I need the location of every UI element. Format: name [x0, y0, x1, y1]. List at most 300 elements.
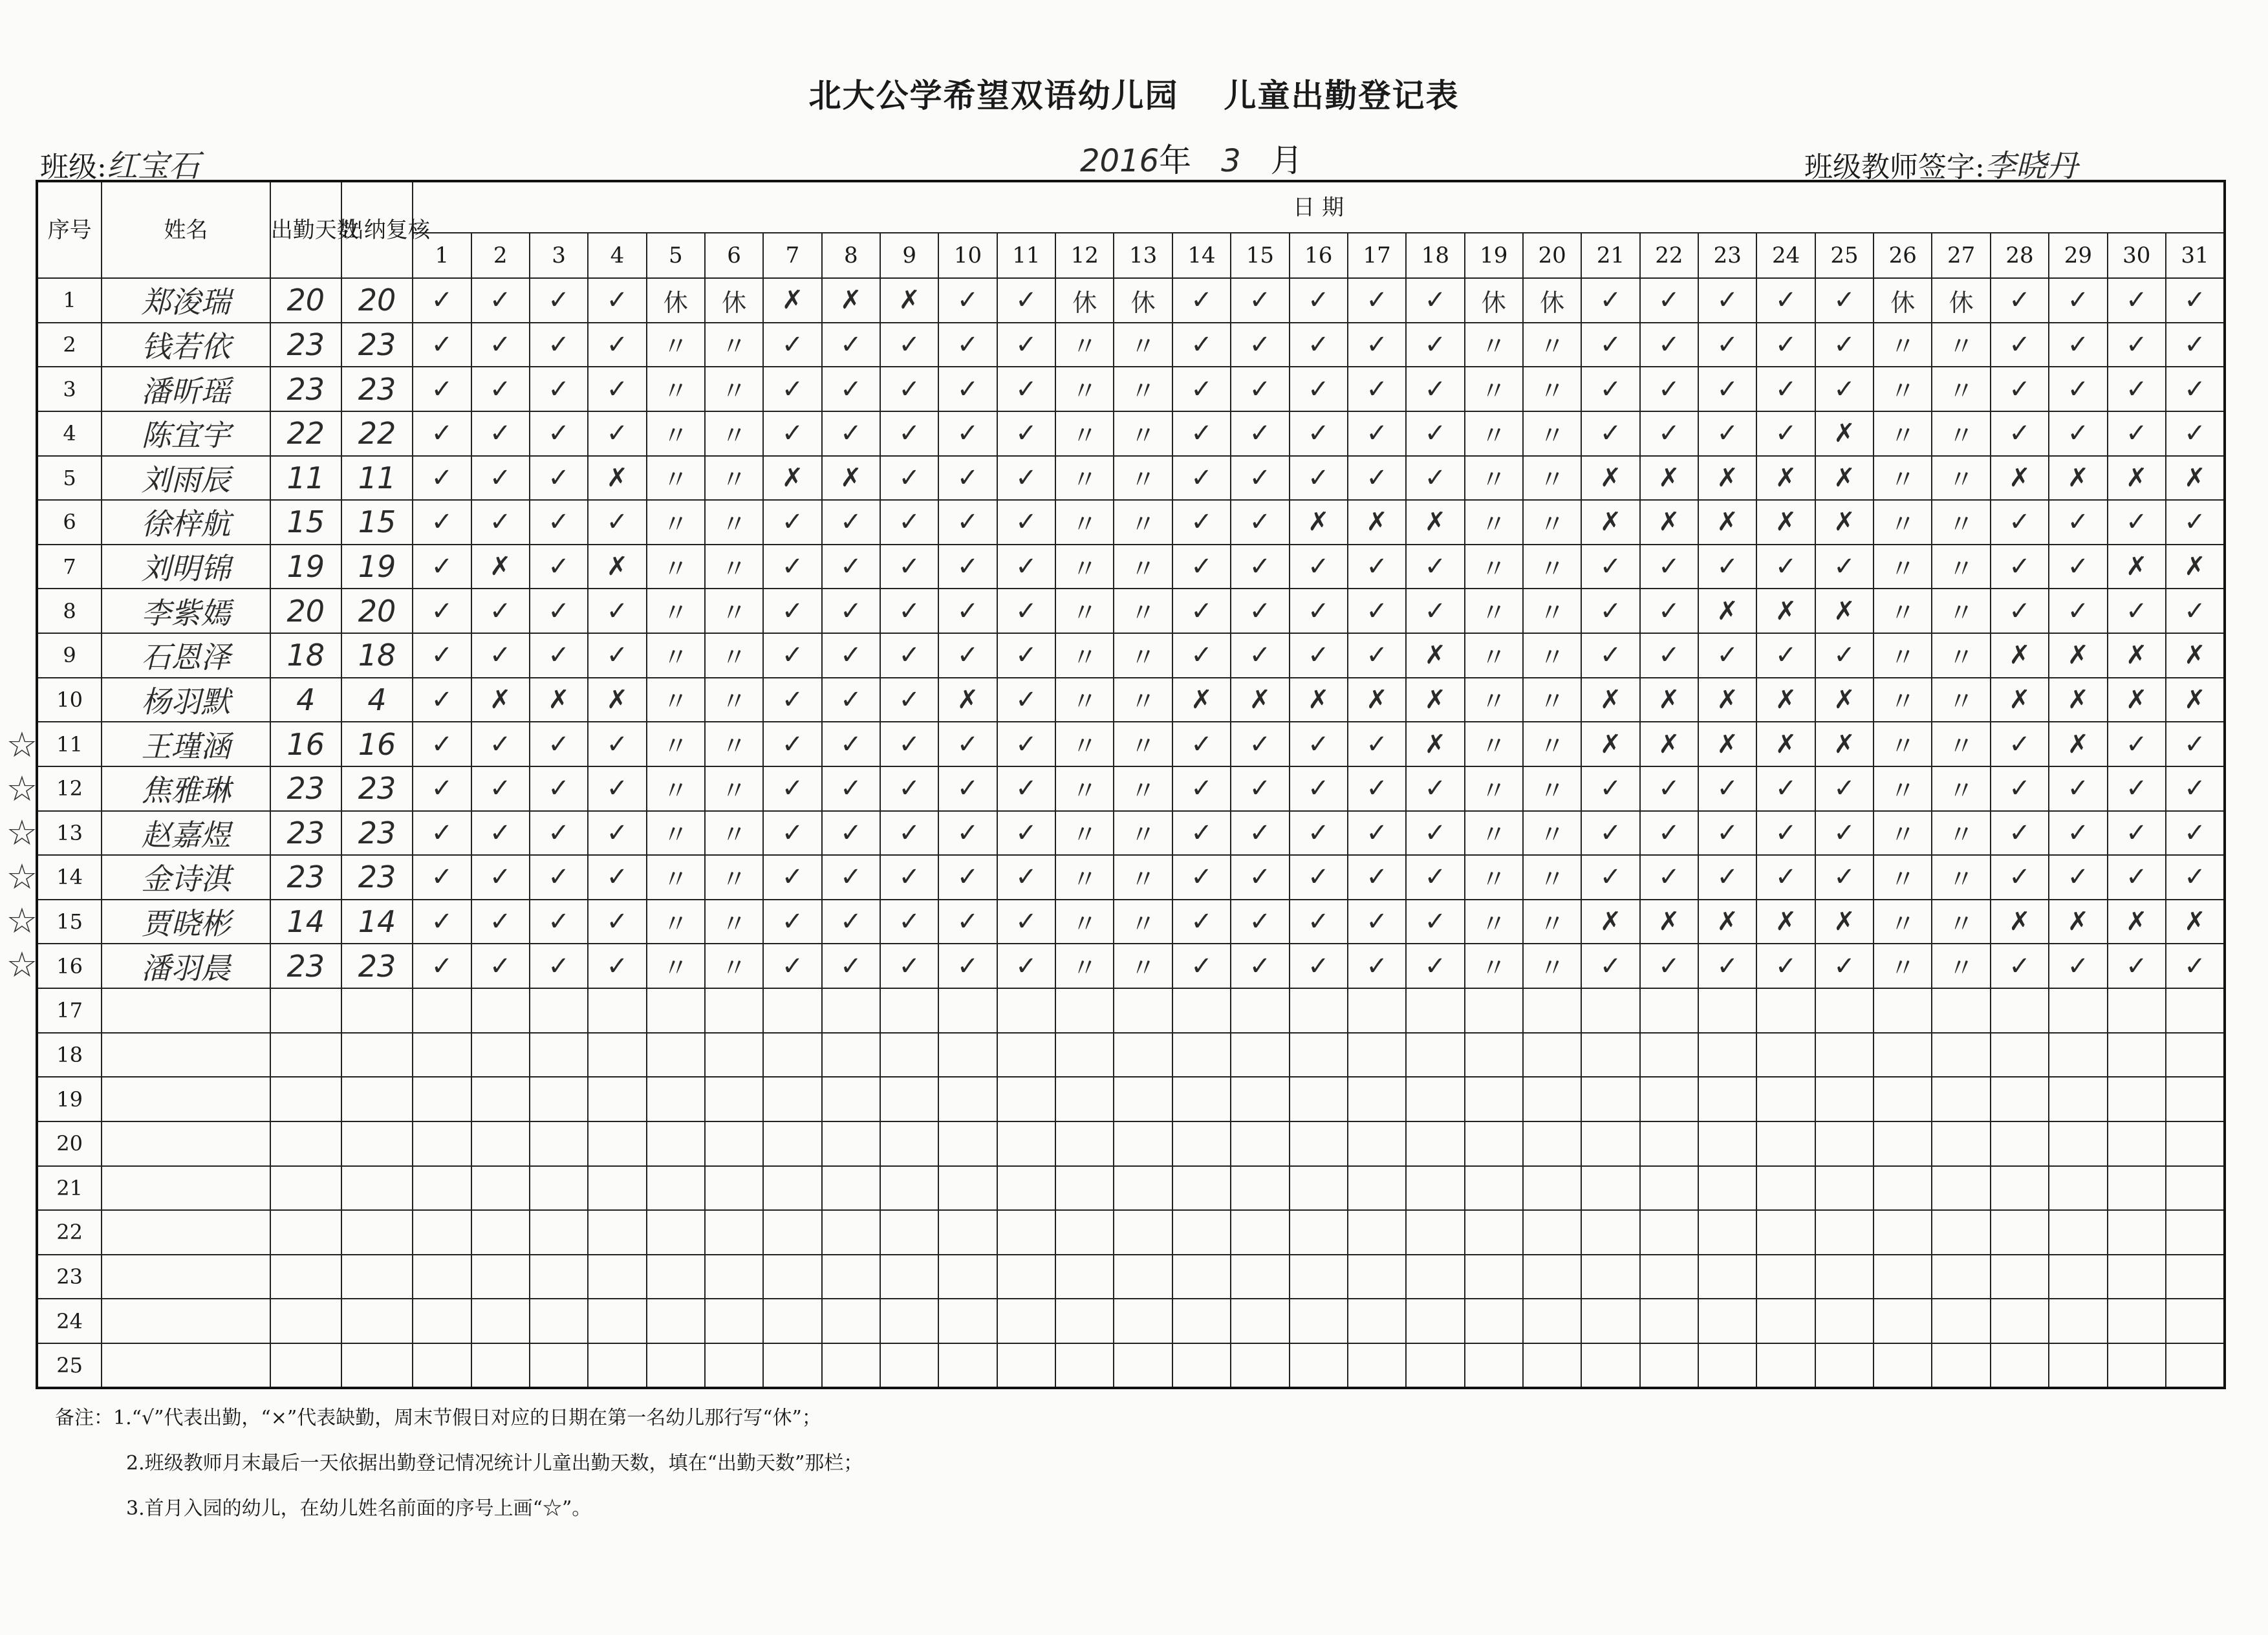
attendance-mark: ✓: [938, 545, 997, 589]
empty-cell: [1348, 1033, 1406, 1077]
student-name: 徐梓航: [102, 500, 270, 545]
attendance-mark: ✓: [1991, 323, 2049, 367]
attendance-mark: 〃: [1055, 811, 1114, 856]
empty-cell: [588, 1166, 646, 1211]
student-row: [37, 500, 2225, 545]
student-row: [37, 589, 2225, 633]
empty-cell: [1055, 1255, 1114, 1299]
attendance-mark: ✓: [763, 900, 821, 944]
empty-cell: [2166, 1210, 2225, 1255]
attendance-mark: ✗: [1756, 678, 1815, 722]
student-name: 刘明锦: [102, 545, 270, 589]
verify-days: 15: [341, 500, 413, 545]
attendance-mark: ✓: [938, 766, 997, 811]
attendance-mark: ✓: [1815, 633, 1874, 678]
empty-cell: [1991, 1255, 2049, 1299]
attendance-mark: ✓: [880, 633, 938, 678]
empty-cell: [471, 1033, 530, 1077]
attendance-mark: 〃: [705, 678, 763, 722]
attendance-mark: ✓: [1640, 633, 1698, 678]
attendance-mark: ✓: [938, 900, 997, 944]
attendance-mark: ✓: [2108, 500, 2166, 545]
empty-cell: [1815, 1299, 1874, 1343]
empty-cell: [705, 1255, 763, 1299]
empty-cell: [1290, 1210, 1348, 1255]
attendance-mark: ✓: [1756, 811, 1815, 856]
attendance-days: 16: [270, 722, 341, 766]
attendance-mark: ✓: [1756, 278, 1815, 323]
attendance-mark: 〃: [1523, 589, 1581, 633]
empty-cell: [1756, 1343, 1815, 1388]
attendance-mark: ✓: [1172, 766, 1231, 811]
empty-cell: [413, 1033, 471, 1077]
empty-cell: [1698, 1343, 1756, 1388]
attendance-mark: ✓: [997, 411, 1055, 456]
attendance-mark: ✗: [938, 678, 997, 722]
empty-row: [37, 1033, 2225, 1077]
attendance-mark: 〃: [1932, 678, 1990, 722]
attendance-mark: ✓: [880, 944, 938, 988]
empty-cell: [1698, 1077, 1756, 1121]
attendance-days: 4: [270, 678, 341, 722]
empty-cell: [647, 1077, 705, 1121]
empty-cell: [2108, 1343, 2166, 1388]
attendance-mark: ✓: [1640, 811, 1698, 856]
empty-cell: [822, 1033, 880, 1077]
empty-cell: [471, 1166, 530, 1211]
attendance-mark: ✗: [1172, 678, 1231, 722]
empty-cell: [341, 1077, 413, 1121]
empty-cell: [2049, 1121, 2107, 1166]
empty-cell: [880, 1299, 938, 1343]
attendance-mark: 〃: [1932, 944, 1990, 988]
attendance-mark: ✓: [1172, 589, 1231, 633]
attendance-mark: ✓: [1172, 545, 1231, 589]
attendance-mark: ✓: [2108, 766, 2166, 811]
attendance-mark: ✓: [1348, 944, 1406, 988]
attendance-mark: 〃: [1055, 456, 1114, 501]
empty-cell: [341, 1343, 413, 1388]
empty-cell: [1406, 1077, 1464, 1121]
empty-cell: [705, 1166, 763, 1211]
empty-cell: [341, 1255, 413, 1299]
empty-cell: [102, 988, 270, 1033]
attendance-mark: ✓: [1581, 811, 1639, 856]
attendance-mark: ✓: [938, 589, 997, 633]
attendance-mark: 〃: [705, 855, 763, 900]
attendance-mark: ✓: [1991, 367, 2049, 411]
attendance-mark: ✓: [822, 323, 880, 367]
attendance-mark: ✗: [1815, 411, 1874, 456]
empty-cell: [1698, 1255, 1756, 1299]
note-1: 备注：1.“√”代表出勤，“×”代表缺勤，周末节假日对应的日期在第一名幼儿那行写“休”；: [55, 1407, 821, 1429]
attendance-mark: 〃: [647, 944, 705, 988]
attendance-mark: ✗: [588, 545, 646, 589]
empty-cell: [530, 1121, 588, 1166]
empty-cell: [1055, 1299, 1114, 1343]
attendance-mark: ✓: [938, 722, 997, 766]
attendance-mark: ✓: [1698, 545, 1756, 589]
empty-cell: [471, 1077, 530, 1121]
attendance-mark: ✗: [1290, 678, 1348, 722]
empty-cell: [270, 1343, 341, 1388]
attendance-mark: ✓: [2049, 411, 2107, 456]
empty-cell: [1991, 1077, 2049, 1121]
attendance-mark: ✗: [1581, 500, 1639, 545]
notes: [55, 1396, 863, 1532]
attendance-mark: ✓: [413, 411, 471, 456]
empty-cell: [2108, 988, 2166, 1033]
attendance-mark: ✓: [471, 500, 530, 545]
empty-cell: [588, 1299, 646, 1343]
attendance-days: 19: [270, 545, 341, 589]
attendance-mark: ✓: [588, 323, 646, 367]
empty-cell: [997, 1299, 1055, 1343]
attendance-mark: ✓: [1581, 545, 1639, 589]
attendance-mark: ✓: [588, 500, 646, 545]
empty-cell: [1055, 1166, 1114, 1211]
verify-days: 22: [341, 411, 413, 456]
student-name: 焦雅琳: [102, 766, 270, 811]
teacher-field: [1804, 141, 2078, 186]
empty-row: [37, 1121, 2225, 1166]
year-unit: 年: [1159, 142, 1192, 179]
attendance-mark: ✓: [1991, 278, 2049, 323]
attendance-mark: ✓: [2108, 367, 2166, 411]
day-header: 2: [471, 233, 530, 278]
attendance-days: 20: [270, 589, 341, 633]
empty-cell: [1874, 1077, 1932, 1121]
attendance-mark: ✓: [1406, 367, 1464, 411]
empty-cell: [102, 1077, 270, 1121]
attendance-mark: ✓: [2049, 944, 2107, 988]
empty-cell: [2049, 1033, 2107, 1077]
empty-cell: [938, 1299, 997, 1343]
empty-cell: [1756, 1121, 1815, 1166]
empty-cell: [1932, 1255, 1990, 1299]
attendance-mark: 〃: [1932, 855, 1990, 900]
empty-cell: [1465, 1033, 1523, 1077]
student-name: 杨羽默: [102, 678, 270, 722]
attendance-mark: ✗: [2166, 545, 2225, 589]
attendance-mark: 〃: [647, 323, 705, 367]
empty-cell: [1581, 1121, 1639, 1166]
attendance-mark: ✓: [1231, 367, 1289, 411]
empty-cell: [2166, 1033, 2225, 1077]
attendance-mark: 〃: [1874, 944, 1932, 988]
attendance-mark: 〃: [1465, 633, 1523, 678]
attendance-mark: ✓: [2166, 855, 2225, 900]
attendance-mark: 休: [1932, 278, 1990, 323]
empty-cell: [1348, 1255, 1406, 1299]
attendance-mark: 〃: [647, 811, 705, 856]
star-icon: ☆: [6, 944, 38, 985]
attendance-mark: ✓: [880, 900, 938, 944]
empty-cell: [530, 1033, 588, 1077]
row-seq: 20: [37, 1121, 102, 1166]
student-row: [37, 678, 2225, 722]
attendance-mark: 〃: [647, 545, 705, 589]
year-value: 2016: [1080, 143, 1160, 179]
student-name: 钱若依: [102, 323, 270, 367]
attendance-mark: ✗: [1698, 589, 1756, 633]
empty-cell: [530, 1166, 588, 1211]
attendance-mark: ✓: [1756, 633, 1815, 678]
empty-cell: [1348, 988, 1406, 1033]
attendance-mark: ✓: [1348, 278, 1406, 323]
attendance-mark: ✗: [1290, 500, 1348, 545]
empty-cell: [1231, 1166, 1289, 1211]
empty-cell: [588, 1210, 646, 1255]
attendance-mark: ✓: [880, 500, 938, 545]
student-name: 李紫嫣: [102, 589, 270, 633]
empty-cell: [2049, 1343, 2107, 1388]
attendance-mark: ✓: [413, 944, 471, 988]
empty-cell: [997, 1077, 1055, 1121]
attendance-mark: ✓: [471, 766, 530, 811]
attendance-mark: ✓: [471, 633, 530, 678]
attendance-mark: ✓: [938, 278, 997, 323]
attendance-mark: ✗: [763, 278, 821, 323]
attendance-mark: 〃: [1465, 545, 1523, 589]
attendance-mark: ✓: [2108, 589, 2166, 633]
day-header: 10: [938, 233, 997, 278]
empty-cell: [763, 1299, 821, 1343]
attendance-mark: 〃: [647, 367, 705, 411]
attendance-mark: ✓: [1231, 323, 1289, 367]
attendance-mark: ✗: [1581, 722, 1639, 766]
empty-cell: [880, 988, 938, 1033]
attendance-mark: 〃: [647, 855, 705, 900]
attendance-mark: ✓: [880, 367, 938, 411]
attendance-mark: ✓: [997, 811, 1055, 856]
attendance-mark: ✓: [471, 722, 530, 766]
attendance-mark: ✓: [1290, 811, 1348, 856]
star-icon: ☆: [6, 724, 38, 765]
empty-row: [37, 1166, 2225, 1211]
empty-cell: [102, 1343, 270, 1388]
empty-cell: [270, 1033, 341, 1077]
empty-cell: [1756, 1255, 1815, 1299]
empty-cell: [1581, 1033, 1639, 1077]
attendance-mark: 〃: [647, 766, 705, 811]
attendance-mark: 〃: [705, 500, 763, 545]
empty-cell: [1114, 1255, 1172, 1299]
attendance-mark: 〃: [1523, 367, 1581, 411]
attendance-mark: ✓: [1406, 900, 1464, 944]
empty-cell: [530, 1255, 588, 1299]
row-seq: 22: [37, 1210, 102, 1255]
empty-cell: [530, 1299, 588, 1343]
attendance-mark: ✓: [1640, 589, 1698, 633]
empty-cell: [2049, 1166, 2107, 1211]
attendance-mark: ✓: [471, 367, 530, 411]
attendance-mark: ✓: [763, 633, 821, 678]
empty-cell: [1815, 1343, 1874, 1388]
empty-cell: [1290, 1033, 1348, 1077]
col-seq: 序号: [37, 181, 102, 278]
empty-cell: [1114, 1343, 1172, 1388]
attendance-mark: ✓: [822, 855, 880, 900]
attendance-mark: ✗: [2166, 900, 2225, 944]
attendance-mark: ✓: [1290, 766, 1348, 811]
empty-cell: [2108, 1077, 2166, 1121]
attendance-mark: 〃: [1874, 456, 1932, 501]
attendance-mark: ✓: [1231, 411, 1289, 456]
day-header: 12: [1055, 233, 1114, 278]
empty-cell: [1756, 1166, 1815, 1211]
empty-cell: [2049, 1299, 2107, 1343]
attendance-mark: 〃: [1465, 766, 1523, 811]
attendance-mark: ✓: [1406, 855, 1464, 900]
attendance-mark: 休: [1874, 278, 1932, 323]
day-header: 22: [1640, 233, 1698, 278]
attendance-mark: ✓: [938, 323, 997, 367]
attendance-mark: ✓: [1640, 278, 1698, 323]
attendance-mark: 〃: [1523, 944, 1581, 988]
day-header: 28: [1991, 233, 2049, 278]
attendance-mark: ✓: [1640, 545, 1698, 589]
empty-cell: [1172, 1121, 1231, 1166]
student-row: [37, 456, 2225, 501]
empty-cell: [880, 1255, 938, 1299]
attendance-mark: ✓: [2049, 855, 2107, 900]
attendance-mark: ✗: [1815, 456, 1874, 501]
attendance-mark: ✓: [938, 633, 997, 678]
attendance-mark: ✓: [2049, 278, 2107, 323]
attendance-mark: ✗: [1640, 500, 1698, 545]
attendance-mark: ✓: [530, 411, 588, 456]
attendance-mark: 〃: [1932, 633, 1990, 678]
empty-cell: [997, 1210, 1055, 1255]
attendance-mark: ✗: [1815, 900, 1874, 944]
empty-cell: [1465, 1210, 1523, 1255]
row-seq: 17: [37, 988, 102, 1033]
attendance-mark: ✓: [1756, 323, 1815, 367]
empty-cell: [1874, 1343, 1932, 1388]
attendance-mark: 〃: [1465, 722, 1523, 766]
attendance-mark: ✓: [1348, 633, 1406, 678]
empty-cell: [1523, 1343, 1581, 1388]
empty-cell: [938, 1343, 997, 1388]
verify-days: 23: [341, 944, 413, 988]
attendance-mark: ✓: [1581, 323, 1639, 367]
empty-cell: [1698, 1166, 1756, 1211]
day-header: 6: [705, 233, 763, 278]
attendance-mark: ✗: [1406, 633, 1464, 678]
empty-cell: [880, 1033, 938, 1077]
empty-cell: [938, 1166, 997, 1211]
attendance-mark: ✓: [1581, 633, 1639, 678]
attendance-mark: ✓: [880, 411, 938, 456]
attendance-mark: 〃: [1055, 411, 1114, 456]
attendance-mark: 〃: [1874, 633, 1932, 678]
attendance-mark: ✓: [822, 811, 880, 856]
attendance-mark: 〃: [647, 633, 705, 678]
attendance-mark: ✓: [1290, 411, 1348, 456]
class-value: 红宝石: [106, 148, 200, 184]
attendance-mark: ✓: [1698, 278, 1756, 323]
empty-cell: [1991, 1299, 2049, 1343]
month-unit: 月: [1270, 142, 1303, 179]
empty-cell: [1172, 1255, 1231, 1299]
attendance-mark: 〃: [1874, 589, 1932, 633]
attendance-mark: ✗: [2108, 900, 2166, 944]
empty-cell: [2108, 1166, 2166, 1211]
empty-cell: [1523, 1299, 1581, 1343]
attendance-mark: ✓: [822, 589, 880, 633]
attendance-mark: ✗: [880, 278, 938, 323]
attendance-mark: 〃: [1055, 678, 1114, 722]
empty-cell: [763, 1166, 821, 1211]
empty-cell: [822, 1077, 880, 1121]
empty-cell: [1406, 1255, 1464, 1299]
attendance-mark: ✓: [1698, 367, 1756, 411]
teacher-label: 班级教师签字:: [1804, 151, 1985, 184]
attendance-mark: ✓: [530, 722, 588, 766]
verify-days: 19: [341, 545, 413, 589]
empty-cell: [1465, 1255, 1523, 1299]
attendance-mark: ✓: [1406, 411, 1464, 456]
attendance-mark: ✓: [471, 944, 530, 988]
empty-cell: [1874, 1299, 1932, 1343]
attendance-mark: ✗: [2049, 678, 2107, 722]
attendance-mark: ✓: [880, 766, 938, 811]
verify-days: 23: [341, 766, 413, 811]
attendance-mark: ✓: [588, 722, 646, 766]
attendance-mark: ✓: [1581, 367, 1639, 411]
class-label: 班级:: [40, 151, 107, 184]
empty-cell: [1815, 1121, 1874, 1166]
attendance-mark: ✗: [1991, 900, 2049, 944]
attendance-mark: ✗: [2049, 456, 2107, 501]
empty-cell: [705, 1077, 763, 1121]
attendance-mark: 〃: [1114, 367, 1172, 411]
empty-cell: [413, 1210, 471, 1255]
attendance-mark: ✓: [1290, 456, 1348, 501]
attendance-mark: 〃: [705, 411, 763, 456]
attendance-mark: 〃: [1114, 456, 1172, 501]
attendance-mark: ✓: [763, 323, 821, 367]
empty-cell: [1465, 1077, 1523, 1121]
attendance-mark: ✓: [413, 500, 471, 545]
empty-cell: [2166, 1299, 2225, 1343]
attendance-mark: ✓: [1172, 278, 1231, 323]
day-header: 15: [1231, 233, 1289, 278]
attendance-mark: ✓: [763, 766, 821, 811]
attendance-mark: 〃: [647, 900, 705, 944]
student-row: [37, 766, 2225, 811]
attendance-mark: ✓: [1640, 855, 1698, 900]
verify-days: 23: [341, 855, 413, 900]
verify-days: 23: [341, 811, 413, 856]
student-name: 赵嘉煜: [102, 811, 270, 856]
attendance-mark: ✗: [471, 545, 530, 589]
student-row: [37, 633, 2225, 678]
empty-cell: [1932, 1077, 1990, 1121]
empty-cell: [705, 1033, 763, 1077]
month-field: [1080, 135, 1303, 181]
attendance-days: 23: [270, 944, 341, 988]
attendance-mark: 〃: [1055, 900, 1114, 944]
empty-cell: [588, 988, 646, 1033]
attendance-mark: ✓: [2166, 278, 2225, 323]
attendance-mark: 〃: [1465, 855, 1523, 900]
attendance-mark: ✓: [588, 278, 646, 323]
empty-cell: [880, 1077, 938, 1121]
attendance-mark: 〃: [1874, 766, 1932, 811]
empty-cell: [2108, 1210, 2166, 1255]
